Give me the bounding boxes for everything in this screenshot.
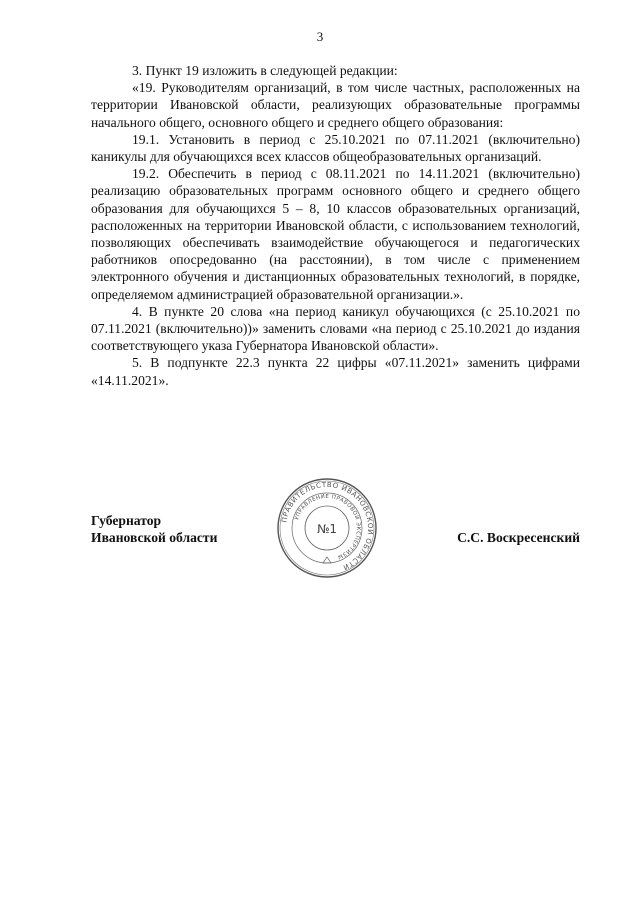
paragraph-subpoint-19-2: 19.2. Обеспечить в период с 08.11.2021 по 14.11.2021 (включительно) реализацию образовательных программ основного общего и среднего общего образования для обучающихся 5 – 8, 10 классов образовательных организаций, расположенных на территории Ивановской области, с использованием технологий, позволяющих обеспечивать взаимодействие обучающегося и педагогических работников опосредованно (на расстоянии), в том числе с применением электронного обучения и дистанционных образовательных технологий, в порядке, определяемом администрацией образовательной организации.».: [91, 166, 580, 302]
seal-ring-text: ПРАВИТЕЛЬСТВО ИВАНОВСКОЙ ОБЛАСТИ: [280, 480, 375, 572]
signatory-title: [91, 512, 291, 546]
seal-inner-text: УПРАВЛЕНИЕ ПРАВОВОЙ ЭКСПЕРТИЗЫ: [294, 493, 362, 561]
paragraph-subpoint-19-1: 19.1. Установить в период с 25.10.2021 по 07.11.2021 (включительно) каникулы для обучающихся всех классов общеобразовательных организаций.: [91, 131, 580, 165]
paragraph-point-19: «19. Руководителям организаций, в том числе частных, расположенных на территории Ивановской области, реализующих образовательные программы начального общего, основного общего и среднего общего образования:: [91, 80, 580, 130]
signatory-name: С.С. Воскресенский: [457, 530, 580, 545]
seal-number: №1: [316, 522, 338, 536]
page-number: 3: [316, 29, 324, 44]
document-body: [91, 62, 580, 389]
paragraph-item-3: 3. Пункт 19 изложить в следующей редакции:: [132, 63, 398, 78]
signatory-title-line-1: Губернатор: [91, 513, 162, 528]
paragraph-item-5: 5. В подпункте 22.3 пункта 22 цифры «07.11.2021» заменить цифрами «14.11.2021».: [91, 355, 580, 388]
paragraph-item-4: 4. В пункте 20 слова «на период каникул обучающихся (с 25.10.2021 по 07.11.2021 (включительно))» заменить словами «на период с 25.10.2021 до издания соответствующего указа Губернатора Ивановской области».: [91, 303, 580, 354]
signatory-title-line-2: Ивановской области: [91, 530, 218, 545]
official-seal-stamp: [276, 477, 378, 579]
